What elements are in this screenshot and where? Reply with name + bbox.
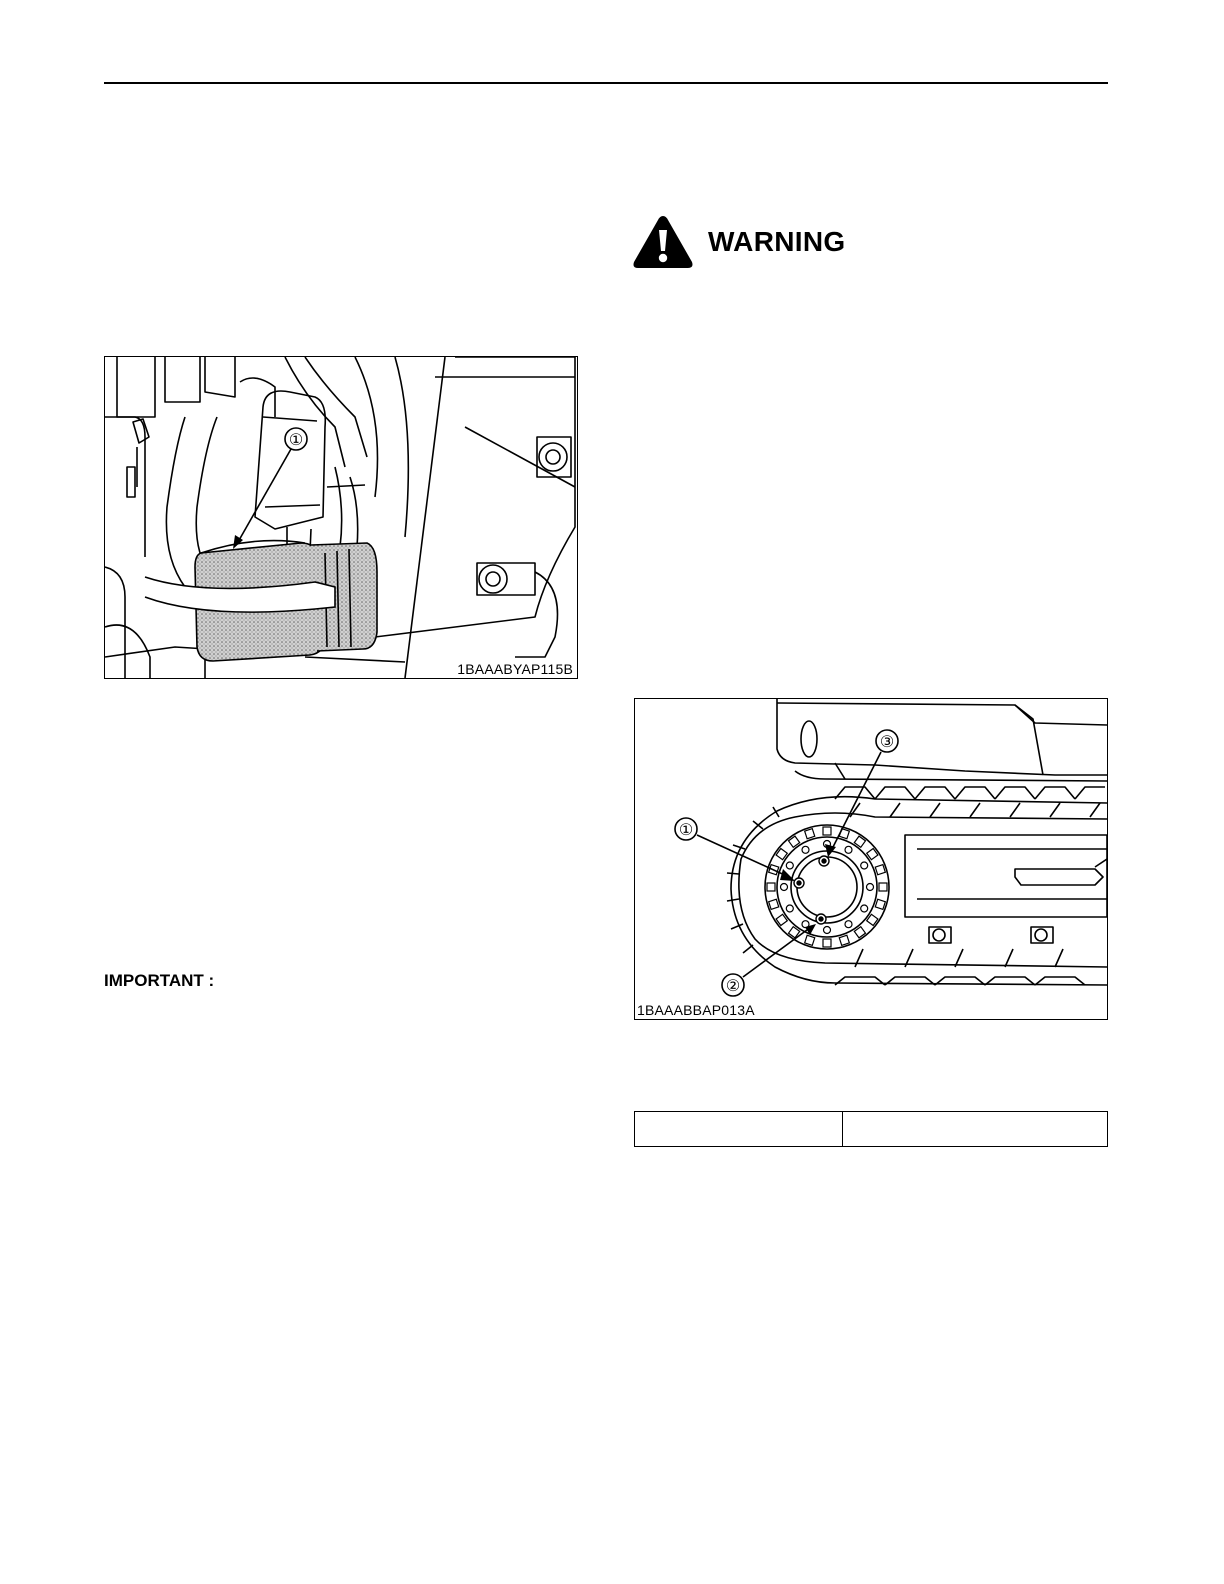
callout-3: ③ (879, 734, 895, 751)
fuel-filter-figure (104, 356, 578, 679)
table-cell (635, 1112, 843, 1147)
table-row (635, 1112, 1108, 1147)
fuel-filter-illustration (105, 357, 577, 678)
sprocket-bolt (786, 905, 793, 912)
callout-2: ② (725, 978, 741, 995)
sprocket-tooth (839, 935, 849, 945)
sprocket-tooth (823, 827, 831, 835)
sprocket-bolt (861, 862, 868, 869)
sprocket-bolt (861, 905, 868, 912)
warning-heading (632, 212, 845, 272)
callout-1: ① (678, 822, 694, 839)
table-cell (843, 1112, 1108, 1147)
sprocket-tooth (823, 939, 831, 947)
callout-1: ① (288, 432, 304, 449)
sprocket-tooth (769, 899, 779, 909)
sprocket-tooth (805, 829, 815, 839)
sprocket-tooth (879, 883, 887, 891)
track-motor-illustration (635, 699, 1107, 1019)
sprocket-tooth (875, 899, 885, 909)
figure-code: 1BAAABBAP013A (637, 1002, 755, 1018)
warning-label: WARNING (708, 226, 846, 257)
sprocket-bolt (786, 862, 793, 869)
sprocket-bolt (845, 846, 852, 853)
warning-triangle-icon (632, 214, 694, 270)
important-label: IMPORTANT : (104, 971, 215, 990)
header-rule (104, 82, 1108, 84)
spec-table (634, 1111, 1108, 1147)
sprocket-bolt (824, 927, 831, 934)
track-motor-figure (634, 698, 1108, 1020)
sprocket-tooth (767, 883, 775, 891)
sprocket-tooth (805, 935, 815, 945)
sprocket-tooth (875, 865, 885, 875)
sprocket-bolt (845, 921, 852, 928)
sprocket-bolt (781, 884, 788, 891)
sprocket-bolt (867, 884, 874, 891)
figure-code: 1BAAABYAP115B (457, 661, 573, 677)
sprocket-bolt (802, 846, 809, 853)
